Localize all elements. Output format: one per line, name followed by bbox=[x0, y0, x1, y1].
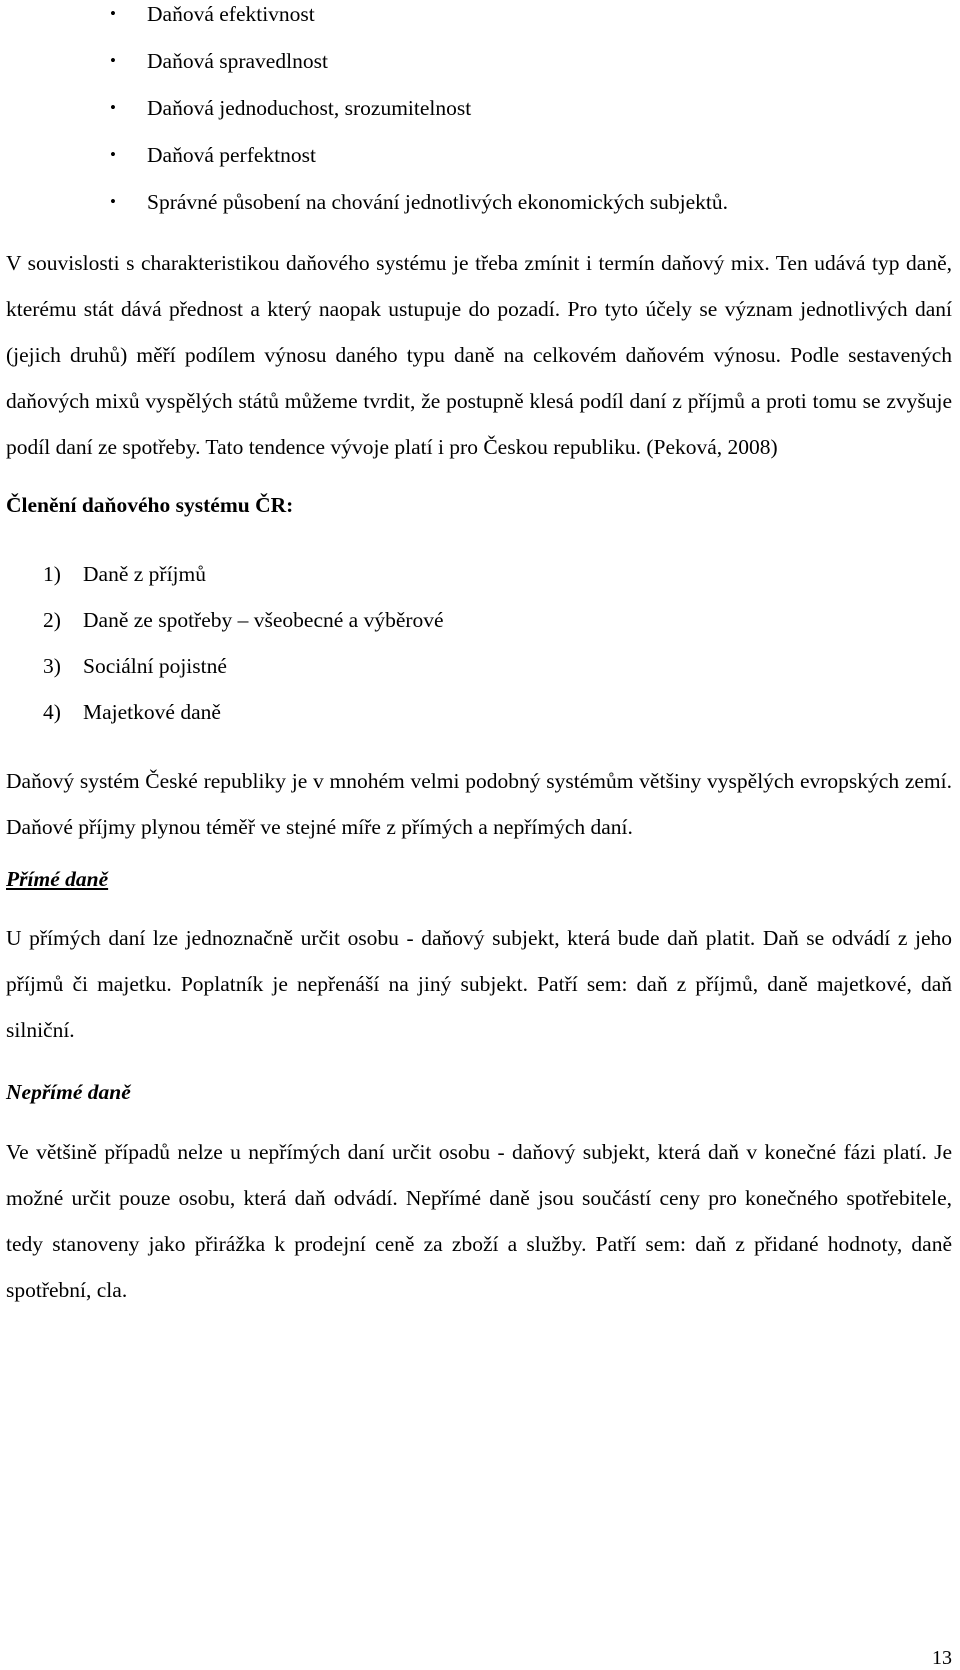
list-number: 1) bbox=[43, 562, 61, 586]
indirect-taxes-paragraph: Ve většině případů nelze u nepřímých daní určit osobu - daňový subjekt, která daň v konečné fázi platí. Je možné určit pouze osobu, která daň odvádí. Nepřímé daně jsou součástí ceny pro konečného spotřebitele, tedy stanoveny jako přirážka k prodejní ceně za zboží a služby. Patří sem: daň z přidané hodnoty, daně spotřební, cla. bbox=[6, 1140, 952, 1302]
bullet-icon: • bbox=[110, 98, 116, 117]
indirect-taxes-heading: Nepřímé daně bbox=[6, 1080, 131, 1104]
tax-system-paragraph: Daňový systém České republiky je v mnohém velmi podobný systémům většiny vyspělých evropských zemí. Daňové příjmy plynou téměř ve stejné míře z přímých a nepřímých daní. bbox=[6, 769, 952, 839]
list-item bbox=[6, 0, 952, 47]
tax-mix-paragraph: V souvislosti s charakteristikou daňového systému je třeba zmínit i termín daňový mix. Ten udává typ daně, kterému stát dává přednost a který naopak ustupuje do pozadí. Pro tyto účely se význam jednotlivých daní (jejich druhů) měří podílem výnosu daného typu daně na celkovém daňovém výnosu. Podle sestavených daňových mixů vyspělých států můžeme tvrdit, že postupně klesá podíl daní z příjmů a proti tomu se zvyšuje podíl daní ze spotřeby. Tato tendence vývoje platí i pro Českou republiku. (Peková, 2008) bbox=[6, 251, 952, 459]
direct-taxes-heading: Přímé daně bbox=[6, 867, 109, 891]
list-item bbox=[6, 141, 952, 188]
list-item-text: Daňová jednoduchost, srozumitelnost bbox=[147, 96, 472, 120]
list-item bbox=[6, 47, 952, 94]
list-item-text: Majetkové daně bbox=[83, 700, 221, 724]
list-item-text: Daňová perfektnost bbox=[147, 143, 316, 167]
list-item-text: Daně ze spotřeby – všeobecné a výběrové bbox=[83, 608, 444, 632]
list-item-text: Daňová efektivnost bbox=[147, 2, 315, 26]
page-number: 13 bbox=[932, 1647, 952, 1669]
list-item-text: Správné působení na chování jednotlivých ekonomických subjektů. bbox=[147, 190, 728, 214]
list-item-text: Daně z příjmů bbox=[83, 562, 206, 586]
tax-structure-heading: Členění daňového systému ČR: bbox=[6, 493, 294, 517]
list-item-text: Sociální pojistné bbox=[83, 654, 227, 678]
list-item bbox=[6, 188, 952, 235]
direct-taxes-paragraph: U přímých daní lze jednoznačně určit osobu - daňový subjekt, která bude daň platit. Daň se odvádí z jeho příjmů či majetku. Poplatník je nepřenáší na jiný subjekt. Patří sem: daň z příjmů, daně majetkové, daň silniční. bbox=[6, 926, 952, 1042]
list-item bbox=[6, 698, 952, 744]
bullet-icon: • bbox=[110, 4, 116, 23]
list-item bbox=[6, 560, 952, 606]
bullet-icon: • bbox=[110, 51, 116, 70]
list-number: 4) bbox=[43, 700, 61, 724]
page-content bbox=[6, 0, 952, 1313]
list-item-text: Daňová spravedlnost bbox=[147, 49, 328, 73]
principles-list bbox=[6, 0, 952, 235]
list-number: 2) bbox=[43, 608, 61, 632]
bullet-icon: • bbox=[110, 192, 116, 211]
list-item bbox=[6, 652, 952, 698]
bullet-icon: • bbox=[110, 145, 116, 164]
list-number: 3) bbox=[43, 654, 61, 678]
list-item bbox=[6, 606, 952, 652]
list-item bbox=[6, 94, 952, 141]
tax-categories-list bbox=[6, 560, 952, 744]
